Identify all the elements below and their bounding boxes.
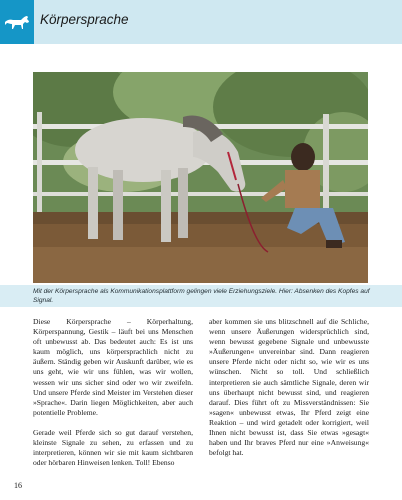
body-column-left (33, 317, 193, 479)
horse-and-handler-photo (33, 72, 368, 283)
body-paragraph: Diese Körpersprache – Körperhaltung, Körperspannung, Gestik – läuft bei uns Menschen oft unbewusst ab. Das bedeutet auch: Es ist uns kaum möglich, uns körpersprachlich nicht zu äußern. Ständig geben wir Auskunft darüber, wie es uns geht, wie wir uns fühlen, was wir wollen, wessen wir uns sicher sind oder wo wir zweifeln. Und unsere Pferde sind Meister im Verstehen dieser »Sprache«. Darin liegen Möglichkeiten, aber auch potentielle Probleme. (33, 317, 193, 417)
body-paragraph: aber kommen sie uns blitzschnell auf die Schliche, wenn unsere Äußerungen widersprüchlich sind, wenn bewusst gegebene Signale und unbewusste »Äußerungen« unvereinbar sind. Dann reagieren unsere Pferde nicht oder nicht so, wie wir es uns wünschen. Nicht so toll. Und schließlich interpretieren sie auch sämtliche Signale, deren wir uns überhaupt nicht bewusst sind, und reagieren darauf. Dies führt oft zu Missverständnissen: Sie »sagen« unbewusst etwas, Ihr Pferd zeigt eine Reaktion – und wird getadelt oder korrigiert, weil Ihnen nicht bewusst ist, dass Sie etwas »gesagt« haben und Ihr braves Pferd nur eine »Anweisung« befolgt hat. (209, 317, 369, 458)
chapter-tab (0, 0, 34, 44)
body-column-right (209, 317, 369, 468)
body-paragraph: Gerade weil Pferde sich so gut darauf verstehen, kleinste Signale zu sehen, zu erfassen und zu interpretieren, können wir sie mit kaum sichtbaren oder hörbaren Hinweisen lenken. Toll! Ebenso (33, 428, 193, 468)
chapter-title: Körpersprache (40, 12, 129, 27)
horse-icon (4, 13, 30, 31)
photo-caption: Mit der Körpersprache als Kommunikationsplattform gelingen viele Erziehungsziele. Hier: Absenken des Kopfes auf Signal. (33, 288, 370, 304)
page-number: 16 (14, 481, 22, 490)
